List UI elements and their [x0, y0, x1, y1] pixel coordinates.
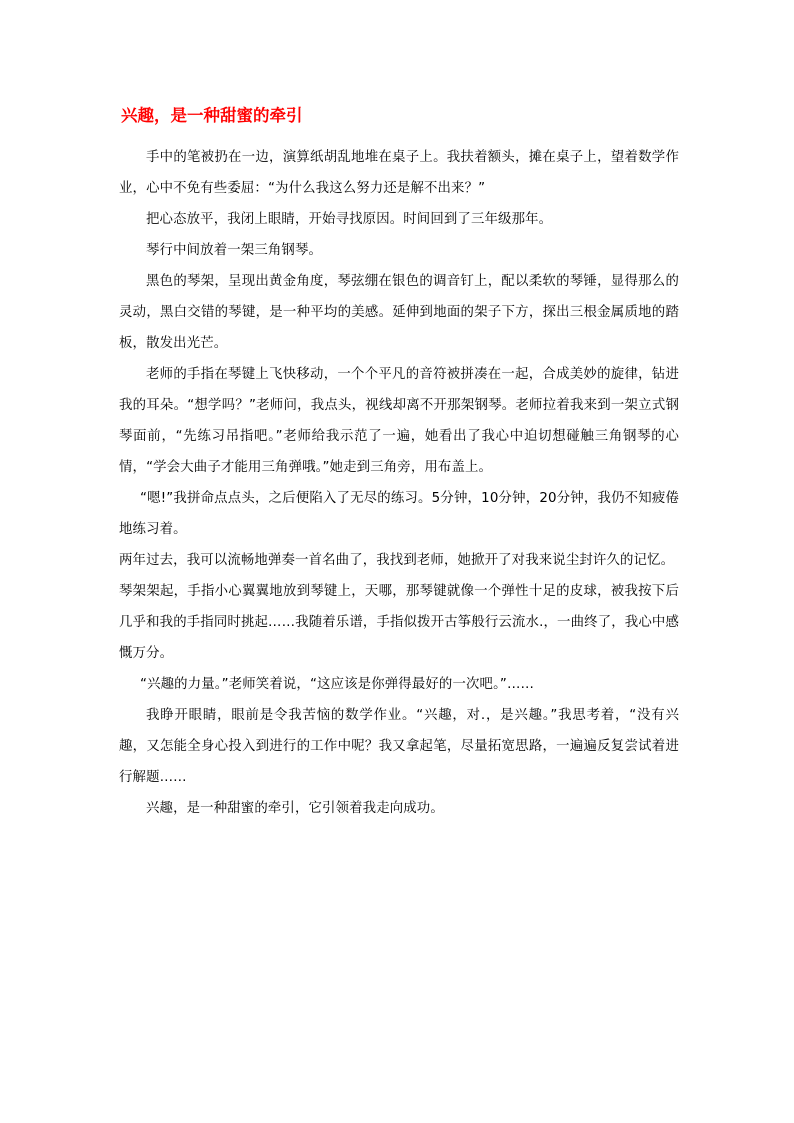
paragraph-5: 老师的手指在琴键上飞快移动，一个个平凡的音符被拼凑在一起，合成美妙的旋律，钻进我的耳朵。“想学吗？”老师问，我点头，视线却离不开那架钢琴。老师拉着我来到一架立式钢琴面前，“先练习吊指吧。”老师给我示范了一遍，她看出了我心中迫切想碰触三角钢琴的心情，“学会大曲子才能用三角弹哦。”她走到三角旁，用布盖上。: [119, 367, 679, 475]
paragraph-3: 琴行中间放着一架三角钢琴。: [146, 243, 323, 258]
paragraph-7: 两年过去，我可以流畅地弹奏一首名曲了，我找到老师，她掀开了对我来说尘封许久的记忆。: [119, 553, 675, 568]
essay-body: [119, 142, 679, 824]
paragraph-11: 兴趣，是一种甜蜜的牵引，它引领着我走向成功。: [146, 801, 444, 816]
paragraph-8: 琴架架起，手指小心翼翼地放到琴键上，天哪，那琴键就像一个弹性十足的皮球，被我按下后几乎和我的手指同时挑起……我随着乐谱，手指似拨开古筝般行云流水.，一曲终了，我心中感慨万分。: [119, 584, 679, 661]
paragraph-2: 把心态放平，我闭上眼睛，开始寻找原因。时间回到了三年级那年。: [146, 212, 553, 227]
paragraph-6: “嗯!”我拼命点点头，之后便陷入了无尽的练习。5分钟，10分钟，20分钟，我仍不知疲倦地练习着。: [119, 491, 679, 537]
paragraph-9: “兴趣的力量。”老师笑着说，“这应该是你弹得最好的一次吧。”……: [140, 677, 535, 692]
paragraph-10: 我睁开眼睛，眼前是令我苦恼的数学作业。“兴趣，对.，是兴趣。”我思考着，“没有兴趣，又怎能全身心投入到进行的工作中呢？我又拿起笔，尽量拓宽思路，一遍遍反复尝试着进行解题……: [119, 708, 679, 785]
paragraph-1: 手中的笔被扔在一边，演算纸胡乱地堆在桌子上。我扶着额头，摊在桌子上，望着数学作业，心中不免有些委屈：“为什么我这么努力还是解不出来？”: [119, 150, 679, 196]
paragraph-4: 黑色的琴架，呈现出黄金角度，琴弦绷在银色的调音钉上，配以柔软的琴锤，显得那么的灵动，黑白交错的琴键，是一种平均的美感。延伸到地面的架子下方，探出三根金属质地的踏板，散发出光芒。: [119, 274, 679, 351]
essay-title: 兴趣，是一种甜蜜的牵引: [121, 106, 303, 125]
